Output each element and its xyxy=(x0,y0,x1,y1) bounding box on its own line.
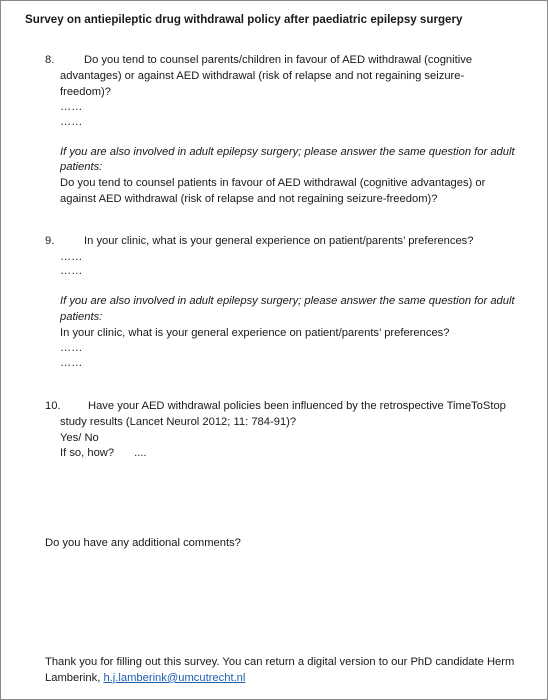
answer-placeholder: …… xyxy=(60,101,83,114)
adult-followup-text: Do you tend to counsel patients in favour of AED withdrawal (cognitive advantages) or against AED withdrawal (risk of relapse and not regaining seizure-freedom)? xyxy=(60,177,486,205)
answer-placeholder: …… xyxy=(60,265,83,278)
question-8 xyxy=(45,53,515,208)
question-10 xyxy=(45,399,515,462)
question-text: In your clinic, what is your general experience on patient/parents’ preferences? xyxy=(84,235,474,247)
followup-line xyxy=(45,446,515,462)
adult-followup xyxy=(45,294,515,341)
adult-followup-text: In your clinic, what is your general experience on patient/parents’ preferences? xyxy=(60,326,450,339)
adult-followup-lead: If you are also involved in adult epilepsy surgery; please answer the same question for adult patients: xyxy=(60,145,515,174)
answer-placeholder: …… xyxy=(60,356,83,369)
adult-followup xyxy=(45,145,515,208)
question-number: 9. xyxy=(45,235,55,247)
answer-placeholder: …… xyxy=(60,115,83,128)
answer-placeholder: …… xyxy=(60,250,83,263)
question-text: Have your AED withdrawal policies been influenced by the retrospective TimeToStop study results (Lancet Neurol 2012; 11: 784-91)? xyxy=(60,400,506,428)
adult-followup-lead: If you are also involved in adult epilepsy surgery; please answer the same question for adult patients: xyxy=(60,294,515,323)
additional-comments-prompt: Do you have any additional comments? xyxy=(45,537,241,549)
question-text: Do you tend to counsel parents/children in favour of AED withdrawal (cognitive advantages) or against AED withdrawal (risk of relapse and not regaining seizure-freedom)? xyxy=(60,54,473,98)
followup-prompt: If so, how? xyxy=(60,447,115,460)
question-number: 8. xyxy=(45,54,55,66)
email-link[interactable]: h.j.lamberink@umcutrecht.nl xyxy=(103,671,246,684)
question-number: 10. xyxy=(45,400,61,412)
answer-placeholder: .... xyxy=(134,447,147,460)
page-title: Survey on antiepileptic drug withdrawal policy after paediatric epilepsy surgery xyxy=(25,13,463,26)
footer-thanks: Thank you for filling out this survey. You can return a digital version to our PhD candidate Herm Lamberink, xyxy=(45,656,515,684)
question-9 xyxy=(45,234,515,371)
answer-placeholder: …… xyxy=(60,342,83,355)
yes-no-options: Yes/ No xyxy=(60,431,99,444)
footer-note xyxy=(45,655,531,687)
